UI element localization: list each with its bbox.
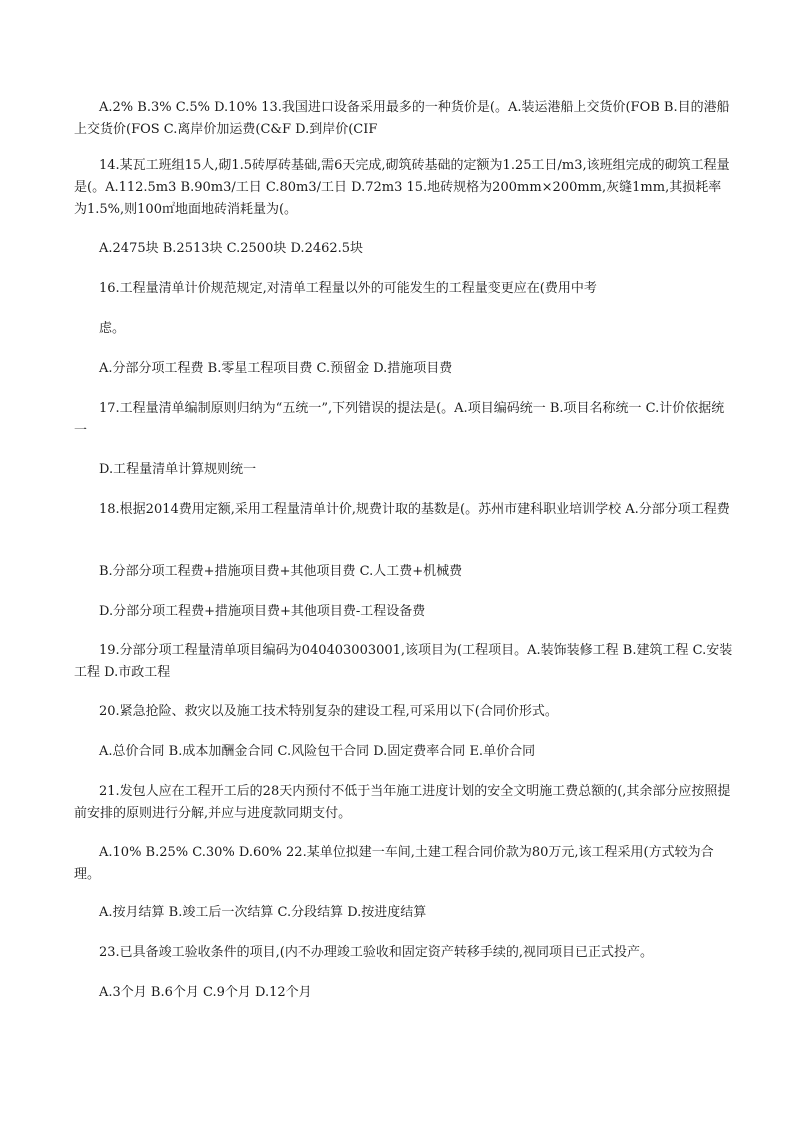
paragraph: 20.紧急抢险、救灾以及施工技术特别复杂的建设工程,可采用以下(合同价形式。 (99, 704, 558, 719)
paragraph: A.2475块 B.2513块 C.2500块 D.2462.5块 (99, 241, 364, 256)
paragraph: A.按月结算 B.竣工后一次结算 C.分段结算 D.按进度结算 (99, 905, 427, 920)
paragraph: A.总价合同 B.成本加酬金合同 C.风险包干合同 D.固定费率合同 E.单价合同 (99, 744, 536, 759)
paragraph: 17.工程量清单编制原则归纳为“五统一”,下列错误的提法是(。A.项目编码统一 B.项目名称统一 C.计价依据统一 (74, 401, 725, 438)
paragraph: D.分部分项工程费+措施项目费+其他项目费-工程设备费 (99, 604, 426, 619)
paragraph: 19.分部分项工程量清单项目编码为040403003001,该项目为(工程项目。A.装饰装修工程 B.建筑工程 C.安装工程 D.市政工程 (74, 643, 733, 680)
paragraph: D.工程量清单计算规则统一 (99, 462, 257, 477)
paragraph: 14.某瓦工班组15人,砌1.5砖厚砖基础,需6天完成,砌筑砖基础的定额为1.25工日/m3,该班组完成的砌筑工程量是(。A.112.5m3 B.90m3/工日 C.80m3/工日 D.72m3 15.地砖规格为200mm×200mm,灰缝1mm,其损耗率为1.5%,则100㎡地面地砖消耗量为(。 (74, 158, 730, 217)
paragraph: 23.已具备竣工验收条件的项目,(内不办理竣工验收和固定资产转移手续的,视同项目已正式投产。 (99, 945, 654, 960)
paragraph: 18.根据2014费用定额,采用工程量清单计价,规费计取的基数是(。苏州市建科职业培训学校 A.分部分项工程费 (99, 502, 730, 517)
paragraph: 虑。 (99, 321, 126, 336)
paragraph: 21.发包人应在工程开工后的28天内预付不低于当年施工进度计划的安全文明施工费总额的(,其余部分应按照提前安排的原则进行分解,并应与进度款同期支付。 (74, 784, 731, 821)
paragraph: B.分部分项工程费+措施项目费+其他项目费 C.人工费+机械费 (99, 564, 463, 579)
paragraph: A.3个月 B.6个月 C.9个月 D.12个月 (99, 985, 312, 1000)
paragraph: A.2% B.3% C.5% D.10% 13.我国进口设备采用最多的一种货价是(。A.装运港船上交货价(FOB B.目的港船上交货价(FOS C.离岸价加运费(C&F D.到岸价(CIF (74, 100, 730, 137)
paragraph: 16.工程量清单计价规范规定,对清单工程量以外的可能发生的工程量变更应在(费用中考 (99, 281, 597, 296)
paragraph: A.10% B.25% C.30% D.60% 22.某单位拟建一车间,土建工程合同价款为80万元,该工程采用(方式较为合理。 (74, 845, 714, 882)
paragraph: A.分部分项工程费 B.零星工程项目费 C.预留金 D.措施项目费 (99, 361, 453, 376)
